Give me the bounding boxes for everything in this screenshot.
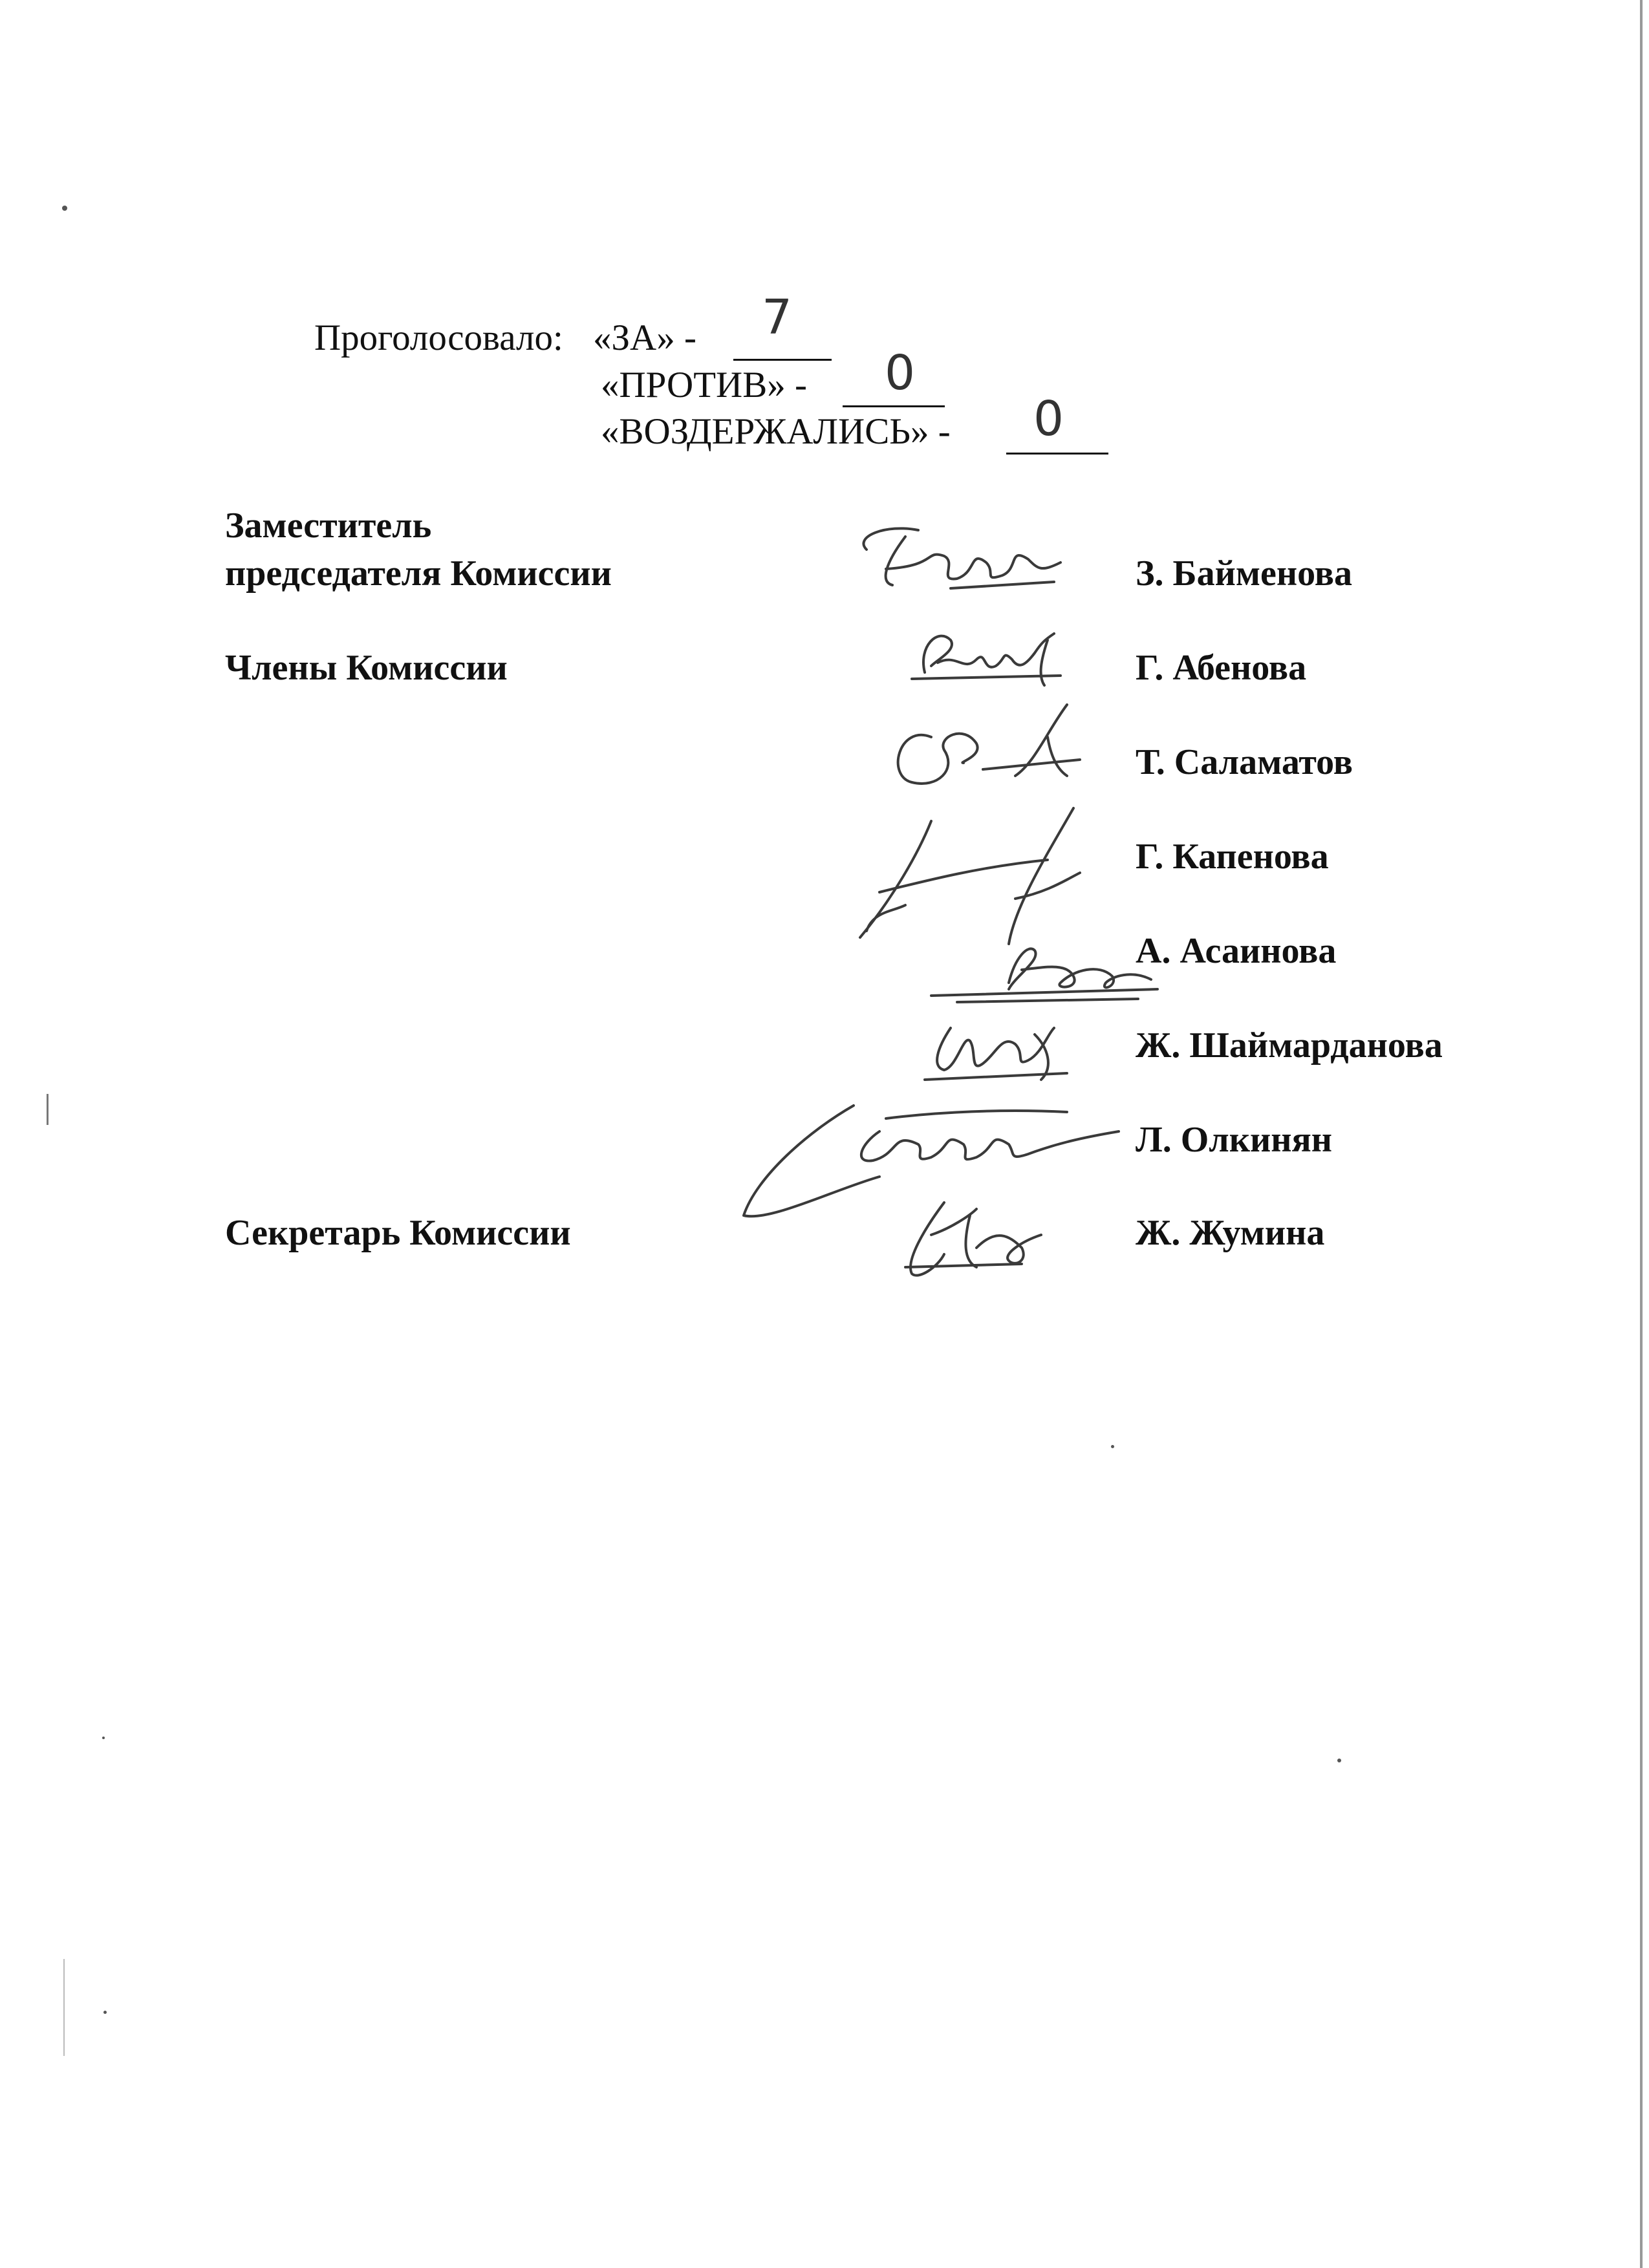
role-members: Члены Комиссии [225,648,508,688]
signature-zhumina [892,1190,1086,1287]
scan-mark [63,1959,65,2056]
signatory-name: Ж. Жумина [1136,1213,1325,1253]
vote-for-label: «ЗА» - [593,317,696,358]
scan-speck [102,1737,105,1739]
signatory-name: Г. Абенова [1136,648,1307,688]
scan-speck [1111,1445,1114,1448]
scan-edge [1640,0,1643,2268]
scan-mark [47,1094,48,1125]
signatory-name: Т. Саламатов [1136,742,1353,782]
vote-for-value: 7 [762,290,793,345]
role-deputy-line1: Заместитель [225,506,432,546]
signature-baimenova [847,511,1080,608]
vote-abstain-value: 0 [1033,391,1064,447]
vote-abstain-label: «ВОЗДЕРЖАЛИСЬ» - [601,411,951,452]
vote-against-label: «ПРОТИВ» - [601,365,807,405]
scan-speck [1337,1759,1341,1762]
signatory-name: Л. Олкинян [1136,1120,1333,1160]
vote-label: Проголосовало: [314,317,563,358]
signature-abenova [899,614,1093,692]
role-secretary: Секретарь Комиссии [225,1213,571,1253]
signature-shaimardanova [905,1009,1086,1086]
scan-speck [103,2011,107,2014]
signature-salamatov [886,698,1093,795]
signatory-name: Г. Капенова [1136,837,1329,877]
signature-asainova [918,931,1164,1009]
role-deputy-line2: председателя Комиссии [225,553,612,594]
signatory-name: А. Асаинова [1136,931,1337,971]
vote-against-value: 0 [885,345,916,401]
signatory-name: З. Байменова [1136,553,1352,594]
signatory-name: Ж. Шаймарданова [1136,1025,1443,1065]
signature-kapenova [854,802,1086,950]
scan-speck [62,206,67,211]
